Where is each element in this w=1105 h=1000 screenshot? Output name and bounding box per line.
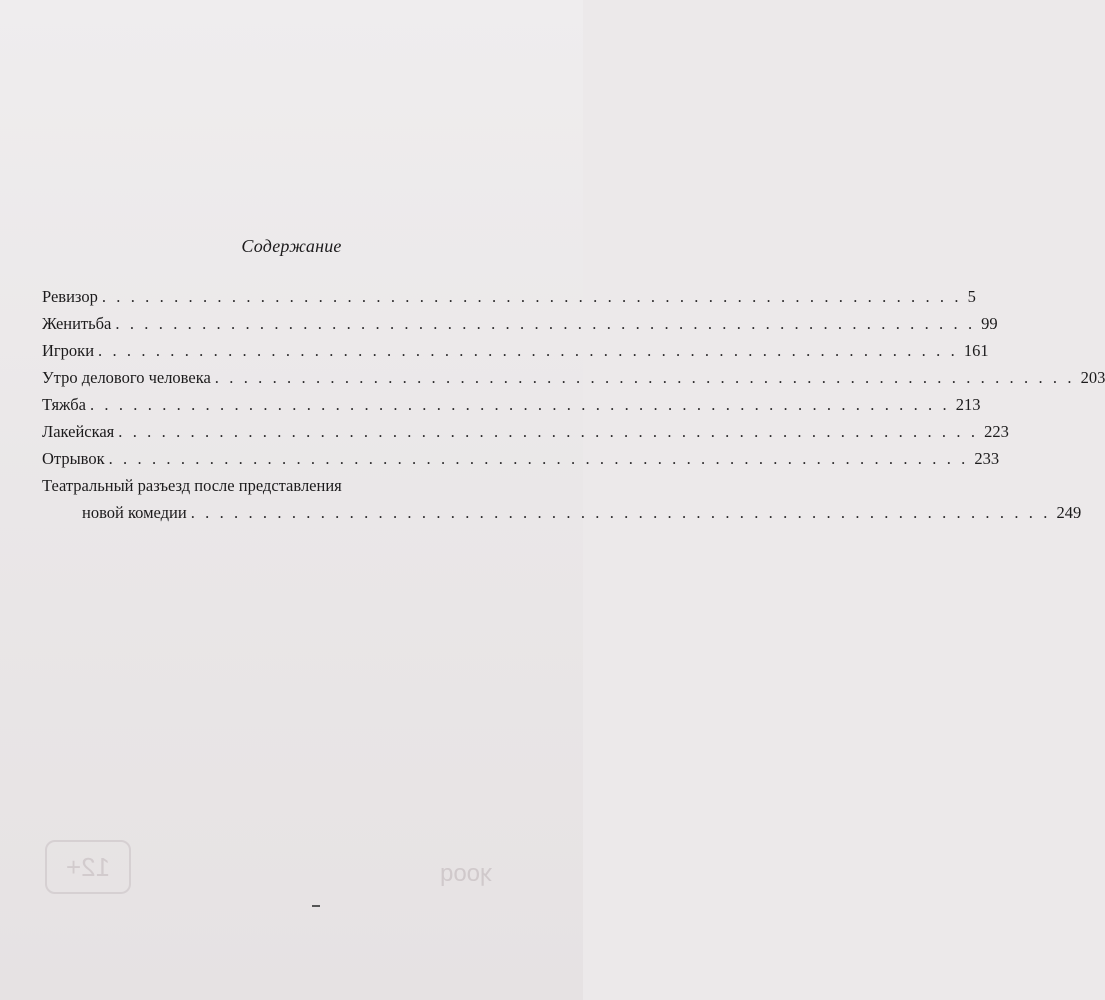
toc-dot-leader: . . . . . . . . . . . . . . . . . . . . . . . . . . . . . . . . . . . . . . . . . . . . . . . . . . . . . . . . . . . . — [118, 422, 979, 441]
toc-entry-page: 233 — [974, 449, 1000, 468]
toc-entry-page: 99 — [981, 314, 998, 333]
toc-entry-page: 249 — [1056, 503, 1082, 522]
toc-entry — [42, 391, 981, 418]
table-of-contents — [42, 283, 1105, 526]
toc-entry — [42, 418, 1009, 445]
toc-entry-title: новой комедии — [82, 503, 187, 522]
toc-entry — [42, 364, 1105, 391]
toc-dot-leader: . . . . . . . . . . . . . . . . . . . . . . . . . . . . . . . . . . . . . . . . . . . . . . . . . . . . . . . . . . . . — [108, 449, 969, 468]
toc-entry-continuation — [42, 499, 1082, 526]
toc-entry-title: Театральный разъезд после представления — [42, 476, 342, 495]
toc-dot-leader: . . . . . . . . . . . . . . . . . . . . . . . . . . . . . . . . . . . . . . . . . . . . . . . . . . . . . . . . . . . . — [98, 341, 958, 360]
toc-entry-page: 203 — [1080, 368, 1105, 387]
toc-entry-title: Женитьба — [42, 314, 112, 333]
toc-entry — [42, 472, 542, 499]
toc-entry-title: Ревизор — [42, 287, 98, 306]
toc-dot-leader: . . . . . . . . . . . . . . . . . . . . . . . . . . . . . . . . . . . . . . . . . . . . . . . . . . . . . . . . . . . . — [89, 395, 950, 414]
toc-dot-leader: . . . . . . . . . . . . . . . . . . . . . . . . . . . . . . . . . . . . . . . . . . . . . . . . . . . . . . . . . . . . — [101, 287, 962, 306]
page-dash-mark — [312, 905, 320, 907]
toc-entry-title: Лакейская — [42, 422, 115, 441]
toc-dot-leader: . . . . . . . . . . . . . . . . . . . . . . . . . . . . . . . . . . . . . . . . . . . . . . . . . . . . . . . . . . . . — [115, 314, 976, 333]
toc-entry-title: Утро делового человека — [42, 368, 211, 387]
toc-dot-leader: . . . . . . . . . . . . . . . . . . . . . . . . . . . . . . . . . . . . . . . . . . . . . . . . . . . . . . . . . . . . — [190, 503, 1051, 522]
toc-entry-page: 5 — [967, 287, 976, 306]
toc-entry-page: 223 — [984, 422, 1009, 441]
contents-heading: Содержание — [241, 236, 342, 256]
publisher-logo-bleed-icon: ʞooq — [440, 860, 493, 887]
toc-entry-title: Игроки — [42, 341, 95, 360]
toc-entry-title: Отрывок — [42, 449, 105, 468]
toc-dot-leader: . . . . . . . . . . . . . . . . . . . . . . . . . . . . . . . . . . . . . . . . . . . . . . . . . . . . . . . . . . . . — [214, 368, 1075, 387]
toc-entry — [42, 445, 1000, 472]
toc-entry-page: 213 — [955, 395, 981, 414]
age-rating-bleed-icon: 12+ — [45, 840, 131, 894]
toc-entry — [42, 283, 976, 310]
toc-entry-page: 161 — [963, 341, 989, 360]
toc-entry — [42, 310, 998, 337]
toc-entry — [42, 337, 989, 364]
toc-entry-title: Тяжба — [42, 395, 86, 414]
